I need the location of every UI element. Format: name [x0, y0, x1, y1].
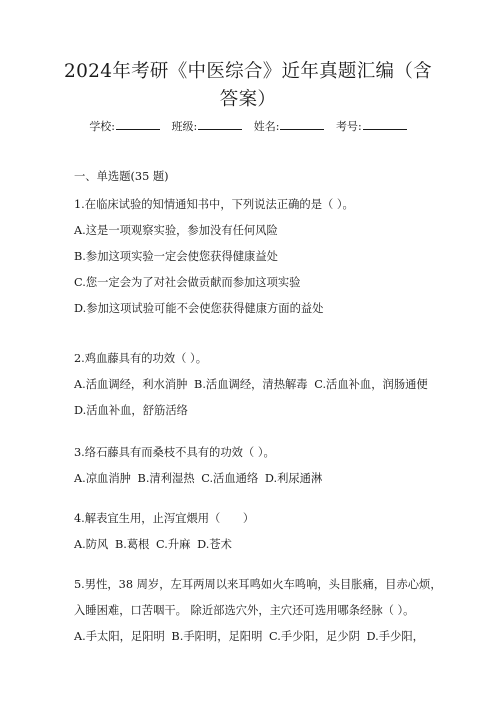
question-3-stem: 3.络石藤具有而桑枝不具有的功效（ ）。	[74, 446, 275, 459]
name-blank	[280, 119, 324, 130]
question-4-option-d: D.苍术	[197, 538, 232, 551]
school-field	[89, 120, 160, 133]
title-line-1: 2024年考研《中医综合》近年真题汇编（含	[64, 61, 432, 82]
question-1-option-b: B.参加这项实验一定会使您获得健康益处	[74, 250, 278, 263]
question-2-option-d: D.活血补血，舒筋活络	[74, 404, 188, 417]
class-label: 班级:	[171, 120, 198, 133]
section-heading: 一、单选题(35 题)	[74, 170, 169, 183]
question-4-stem: 4.解表宜生用，止泻宜煨用（ ）	[74, 512, 255, 525]
question-3-option-b: B.清利湿热	[137, 472, 195, 485]
question-4-options-row	[74, 536, 235, 552]
name-label: 姓名:	[253, 120, 280, 133]
question-1-option-a: A.这是一项观察实验，参加没有任何风险	[74, 224, 278, 237]
title-line-2: 答案）	[219, 89, 277, 110]
school-blank	[116, 119, 160, 130]
question-2-stem: 2.鸡血藤具有的功效（ ）。	[74, 352, 207, 365]
question-4-option-b: B.葛根	[114, 538, 150, 551]
exam-number-blank	[363, 119, 407, 130]
question-5-stem-line-2: 入睡困难，口苦咽干。 除近部选穴外，主穴还可选用哪条经脉（ ）。	[74, 604, 415, 617]
question-5-option-a: A.手太阳，足阳明	[74, 630, 165, 643]
student-info-row	[0, 118, 496, 134]
question-3-option-a: A.凉血消肿	[74, 472, 131, 485]
question-1-option-c: C.您一定会为了对社会做贡献而参加这项实验	[74, 276, 301, 289]
class-field	[172, 120, 243, 133]
question-3-option-c: C.活血通络	[201, 472, 259, 485]
school-label: 学校:	[89, 120, 116, 133]
question-5-stem-line-1: 5.男性，38 周岁，左耳两周以来耳鸣如火车鸣响，头目胀痛，目赤心烦，	[74, 578, 442, 591]
exam-number-field	[336, 120, 407, 133]
question-4-option-c: C.升麻	[156, 538, 191, 551]
question-4-option-a: A.防风	[74, 538, 109, 551]
question-2-options-row	[74, 376, 431, 392]
question-5-option-d: D.手少阳，	[366, 630, 424, 643]
question-2-option-b: B.活血调经，清热解毒	[194, 378, 308, 391]
question-5-options-row	[74, 628, 427, 644]
name-field	[254, 120, 325, 133]
exam-number-label: 考号:	[335, 120, 362, 133]
question-5-option-b: B.手阳明，足阳明	[171, 630, 263, 643]
question-5-option-c: C.手少阳，足少阴	[269, 630, 360, 643]
question-1-stem: 1.在临床试验的知情通知书中，下列说法正确的是（ ）。	[74, 198, 354, 211]
question-2-option-c: C.活血补血，润肠通便	[314, 378, 428, 391]
question-3-option-d: D.利尿通淋	[264, 472, 323, 485]
question-1-option-d: D.参加这项试验可能不会使您获得健康方面的益处	[74, 302, 324, 315]
question-3-options-row	[74, 470, 325, 486]
question-2-option-a: A.活血调经，利水消肿	[74, 378, 188, 391]
class-blank	[198, 119, 242, 130]
document-title	[60, 58, 436, 114]
